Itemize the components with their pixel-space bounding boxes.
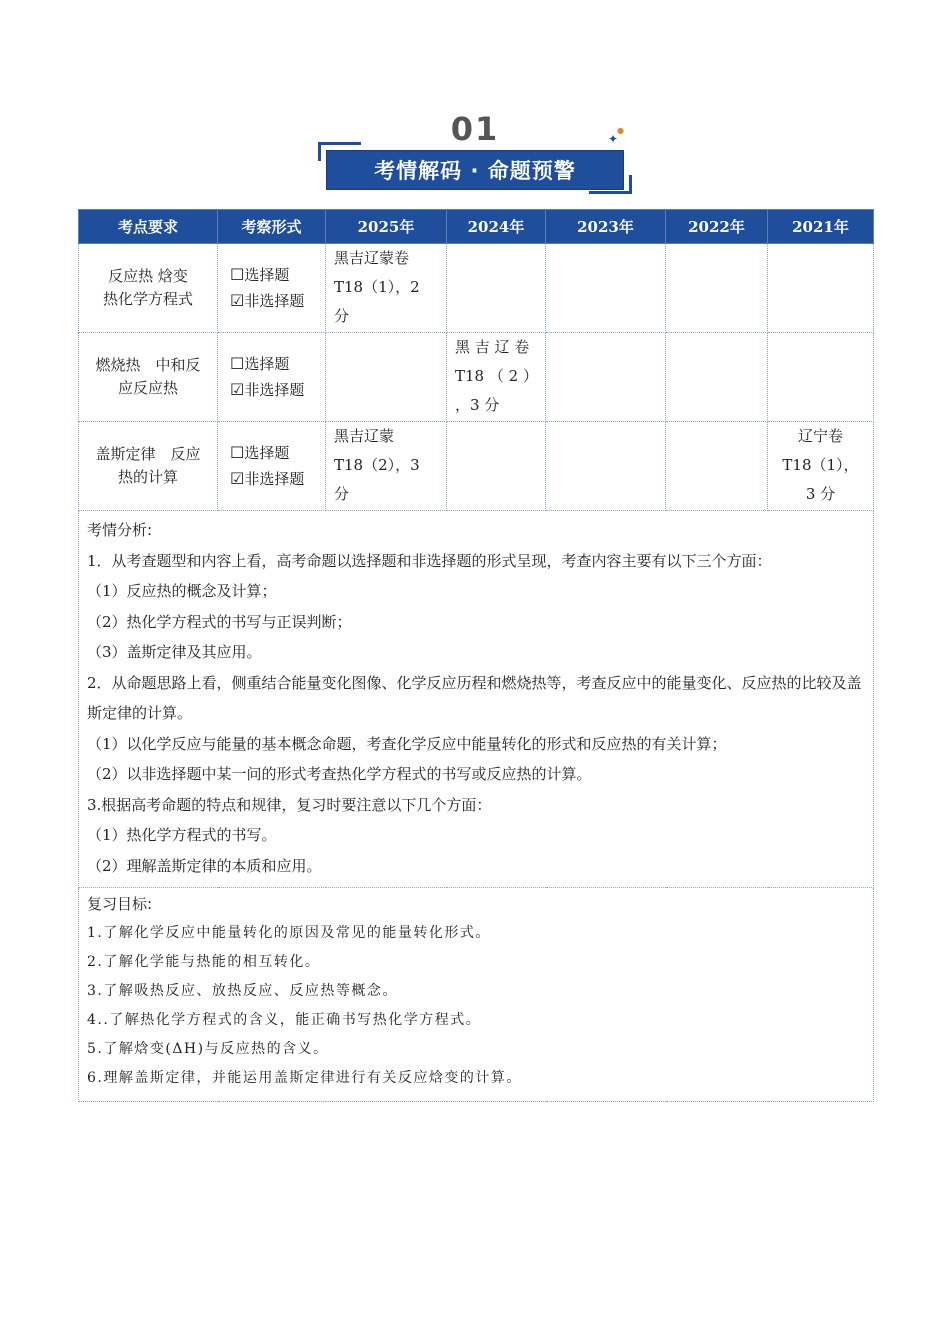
checkbox-checked-icon: ☑ [230, 469, 245, 488]
sparkle-icon: ✦ [607, 132, 618, 146]
form-cell: ☐选择题 ☑非选择题 [218, 333, 326, 422]
year-2022-cell [666, 422, 768, 511]
exam-analysis-table [78, 209, 874, 1102]
analysis-line: （1）反应热的概念及计算； [87, 582, 277, 600]
analysis-line: （2）热化学方程式的书写与正误判断； [87, 612, 352, 631]
header-2024: 2024年 [447, 210, 546, 244]
analysis-line: （2）理解盖斯定律的本质和应用。 [87, 856, 322, 875]
analysis-section [79, 511, 874, 888]
sparkle-dot-icon: ● [617, 126, 624, 135]
table-row [79, 333, 874, 422]
goal-line: 5.了解焓变(ΔH)与反应热的含义。 [87, 1041, 329, 1057]
goal-line: 2.了解化学能与热能的相互转化。 [87, 954, 321, 970]
topic-cell: 反应热 焓变 热化学方程式 [79, 244, 218, 333]
header-2021: 2021年 [768, 210, 874, 244]
year-2022-cell [666, 244, 768, 333]
analysis-line: 1．从考查题型和内容上看，高考命题以选择题和非选择题的形式呈现，考查内容主要有以下三个方面： [87, 551, 772, 570]
checkbox-checked-icon: ☑ [230, 380, 245, 399]
header-topic: 考点要求 [79, 210, 218, 244]
year-2023-cell [546, 333, 666, 422]
table-row [79, 422, 874, 511]
analysis-line: 3.根据高考命题的特点和规律，复习时要注意以下几个方面： [87, 795, 492, 814]
year-2024-cell [447, 422, 546, 511]
header-2022: 2022年 [666, 210, 768, 244]
goals-section [79, 888, 874, 1102]
checkbox-checked-icon: ☑ [230, 291, 245, 310]
form-cell: ☐选择题 ☑非选择题 [218, 422, 326, 511]
section-banner [310, 110, 640, 200]
header-2023: 2023年 [546, 210, 666, 244]
year-2024-cell: 黑 吉 辽 卷 T18 （ 2 ） ，3 分 [447, 333, 546, 422]
goal-line: 3.了解吸热反应、放热反应、反应热等概念。 [87, 983, 398, 999]
goals-title: 复习目标: [87, 895, 153, 913]
analysis-line: （3）盖斯定律及其应用。 [87, 643, 262, 661]
checkbox-unchecked-icon: ☐ [230, 354, 245, 373]
year-2025-cell: 黑吉辽蒙卷 T18（1），2 分 [326, 244, 447, 333]
section-number: 01 [450, 110, 500, 148]
analysis-line: 2．从命题思路上看，侧重结合能量变化图像、化学反应历程和燃烧热等，考查反应中的能量变化、反应热的比较及盖斯定律的计算。 [87, 673, 862, 722]
year-2021-cell [768, 333, 874, 422]
section-title: 考情解码 · 命题预警 [326, 150, 624, 190]
topic-cell: 燃烧热 中和反 应反应热 [79, 333, 218, 422]
goal-line: 4..了解热化学方程式的含义，能正确书写热化学方程式。 [87, 1012, 482, 1028]
table-row [79, 244, 874, 333]
analysis-line: （1）热化学方程式的书写。 [87, 826, 277, 844]
year-2023-cell [546, 422, 666, 511]
table-header-row [79, 210, 874, 244]
topic-cell: 盖斯定律 反应 热的计算 [79, 422, 218, 511]
goal-line: 1.了解化学反应中能量转化的原因及常见的能量转化形式。 [87, 925, 491, 941]
year-2025-cell [326, 333, 447, 422]
year-2023-cell [546, 244, 666, 333]
header-2025: 2025年 [326, 210, 447, 244]
analysis-line: （1）以化学反应与能量的基本概念命题，考查化学反应中能量转化的形式和反应热的有关计算； [87, 734, 727, 753]
goal-line: 6.理解盖斯定律，并能运用盖斯定律进行有关反应焓变的计算。 [87, 1070, 522, 1086]
year-2025-cell: 黑吉辽蒙 T18（2），3 分 [326, 422, 447, 511]
year-2021-cell: 辽宁卷 T18（1）， 3 分 [768, 422, 874, 511]
checkbox-unchecked-icon: ☐ [230, 265, 245, 284]
year-2022-cell [666, 333, 768, 422]
checkbox-unchecked-icon: ☐ [230, 443, 245, 462]
form-cell: ☐选择题 ☑非选择题 [218, 244, 326, 333]
goals-row [79, 888, 874, 1102]
year-2024-cell [447, 244, 546, 333]
analysis-title: 考情分析: [87, 521, 153, 539]
analysis-row [79, 511, 874, 888]
year-2021-cell [768, 244, 874, 333]
header-form: 考察形式 [218, 210, 326, 244]
analysis-line: （2）以非选择题中某一问的形式考查热化学方程式的书写或反应热的计算。 [87, 765, 592, 783]
